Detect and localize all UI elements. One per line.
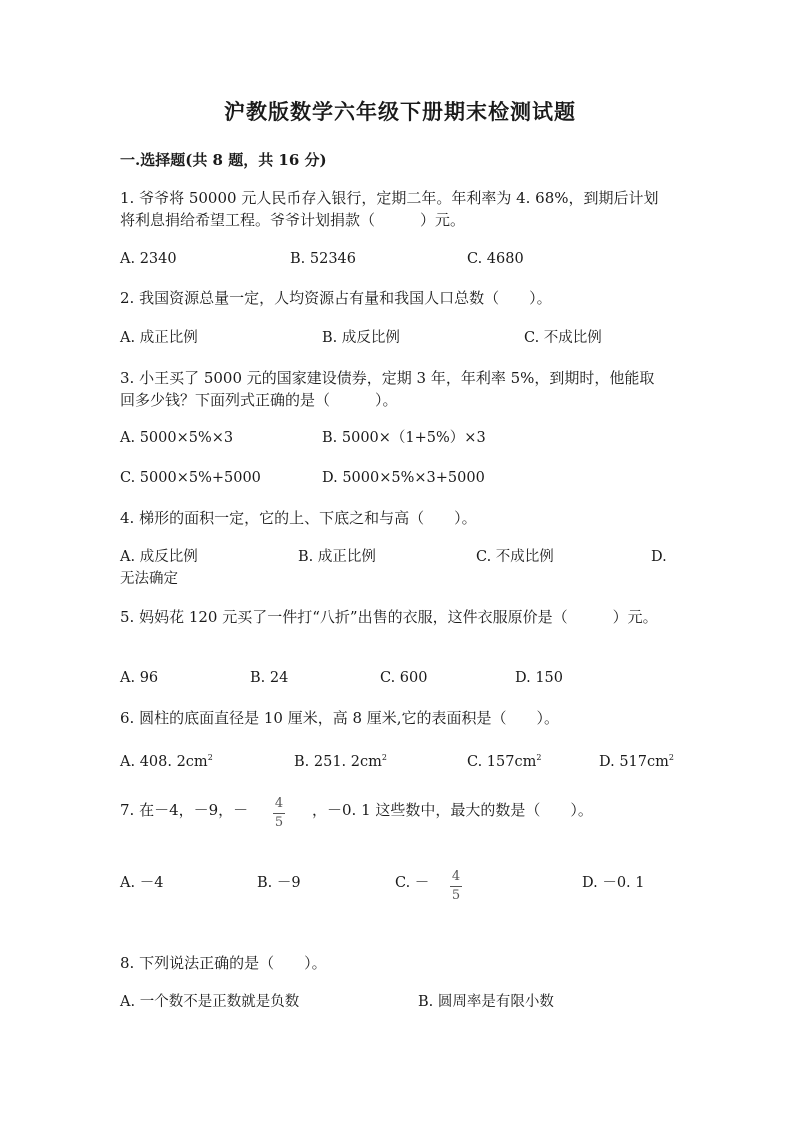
fraction-four-fifths xyxy=(273,797,285,830)
q3-option-a[interactable]: A. 5000×5%×3 xyxy=(120,430,234,446)
q4-option-d-continued: 无法确定 xyxy=(120,571,178,587)
q1-option-b[interactable]: B. 52346 xyxy=(290,251,357,267)
page-title: 沪教版数学六年级下册期末检测试题 xyxy=(224,99,576,124)
q6-option-d[interactable] xyxy=(599,748,674,772)
q7-option-c[interactable]: C. － xyxy=(395,875,430,891)
section-heading: 一.选择题(共 8 题，共 16 分) xyxy=(120,151,327,169)
fraction-bar xyxy=(273,813,285,814)
q1-option-c[interactable]: C. 4680 xyxy=(467,251,524,267)
q6-option-d-text: D. 517cm xyxy=(599,753,669,770)
q5-option-a[interactable]: A. 96 xyxy=(120,670,159,686)
q4-option-b[interactable]: B. 成正比例 xyxy=(298,549,376,565)
squared-sup: 2 xyxy=(207,753,213,762)
squared-sup: 2 xyxy=(668,753,674,762)
q5-option-b[interactable]: B. 24 xyxy=(250,670,289,686)
question-5: 5. 妈妈花 120 元买了一件打“八折”出售的衣服，这件衣服原价是（ ）元。 xyxy=(120,608,658,626)
q3-option-b[interactable]: B. 5000×（1+5%）×3 xyxy=(322,430,486,446)
q4-option-c[interactable]: C. 不成比例 xyxy=(476,549,554,565)
q2-option-b[interactable]: B. 成反比例 xyxy=(322,330,400,346)
q6-option-c-text: C. 157cm xyxy=(467,753,537,770)
q7-option-b[interactable]: B. －9 xyxy=(257,875,301,891)
q4-option-d[interactable]: D. xyxy=(651,549,667,565)
q5-option-c[interactable]: C. 600 xyxy=(380,670,428,686)
q6-option-b[interactable] xyxy=(294,748,387,772)
fraction-numerator: 4 xyxy=(451,869,461,884)
q6-option-b-text: B. 251. 2cm xyxy=(294,753,382,770)
fraction-numerator: 4 xyxy=(274,796,284,811)
question-6: 6. 圆柱的底面直径是 10 厘米，高 8 厘米,它的表面积是（ ）。 xyxy=(120,709,560,727)
q6-option-a[interactable] xyxy=(120,748,213,772)
question-2: 2. 我国资源总量一定，人均资源占有量和我国人口总数（ ）。 xyxy=(120,289,552,307)
fraction-denominator: 5 xyxy=(451,888,461,903)
q3-option-c[interactable]: C. 5000×5%+5000 xyxy=(120,470,261,486)
q3-option-d[interactable]: D. 5000×5%×3+5000 xyxy=(322,470,485,486)
q6-option-a-text: A. 408. 2cm xyxy=(120,753,208,770)
question-8: 8. 下列说法正确的是（ ）。 xyxy=(120,954,327,972)
q8-option-b[interactable]: B. 圆周率是有限小数 xyxy=(418,994,554,1010)
question-7-start: 7. 在－4，－9，－ xyxy=(120,801,249,819)
q8-option-a[interactable]: A. 一个数不是正数就是负数 xyxy=(120,994,300,1010)
q5-option-d[interactable]: D. 150 xyxy=(515,670,564,686)
question-1: 1. 爷爷将 50000 元人民币存入银行，定期二年。年利率为 4. 68%，到期后计划将利息捐给希望工程。爷爷计划捐款（ ）元。 xyxy=(120,189,659,229)
q2-option-a[interactable]: A. 成正比例 xyxy=(120,330,198,346)
question-7-end: ，－0. 1 这些数中，最大的数是（ ）。 xyxy=(312,801,593,819)
fraction-denominator: 5 xyxy=(274,815,284,830)
q7-option-a[interactable]: A. －4 xyxy=(120,875,164,891)
fraction-four-fifths xyxy=(450,870,462,903)
q1-option-a[interactable]: A. 2340 xyxy=(120,251,177,267)
question-3: 3. 小王买了 5000 元的国家建设债券，定期 3 年，年利率 5%，到期时，他能取回多少钱？下面列式正确的是（ ）。 xyxy=(120,369,655,409)
squared-sup: 2 xyxy=(381,753,387,762)
q7-option-d[interactable]: D. －0. 1 xyxy=(582,875,645,891)
q4-option-a[interactable]: A. 成反比例 xyxy=(120,549,198,565)
squared-sup: 2 xyxy=(536,753,542,762)
q6-option-c[interactable] xyxy=(467,748,541,772)
question-4: 4. 梯形的面积一定，它的上、下底之和与高（ ）。 xyxy=(120,509,477,527)
q2-option-c[interactable]: C. 不成比例 xyxy=(524,330,602,346)
fraction-bar xyxy=(450,886,462,887)
